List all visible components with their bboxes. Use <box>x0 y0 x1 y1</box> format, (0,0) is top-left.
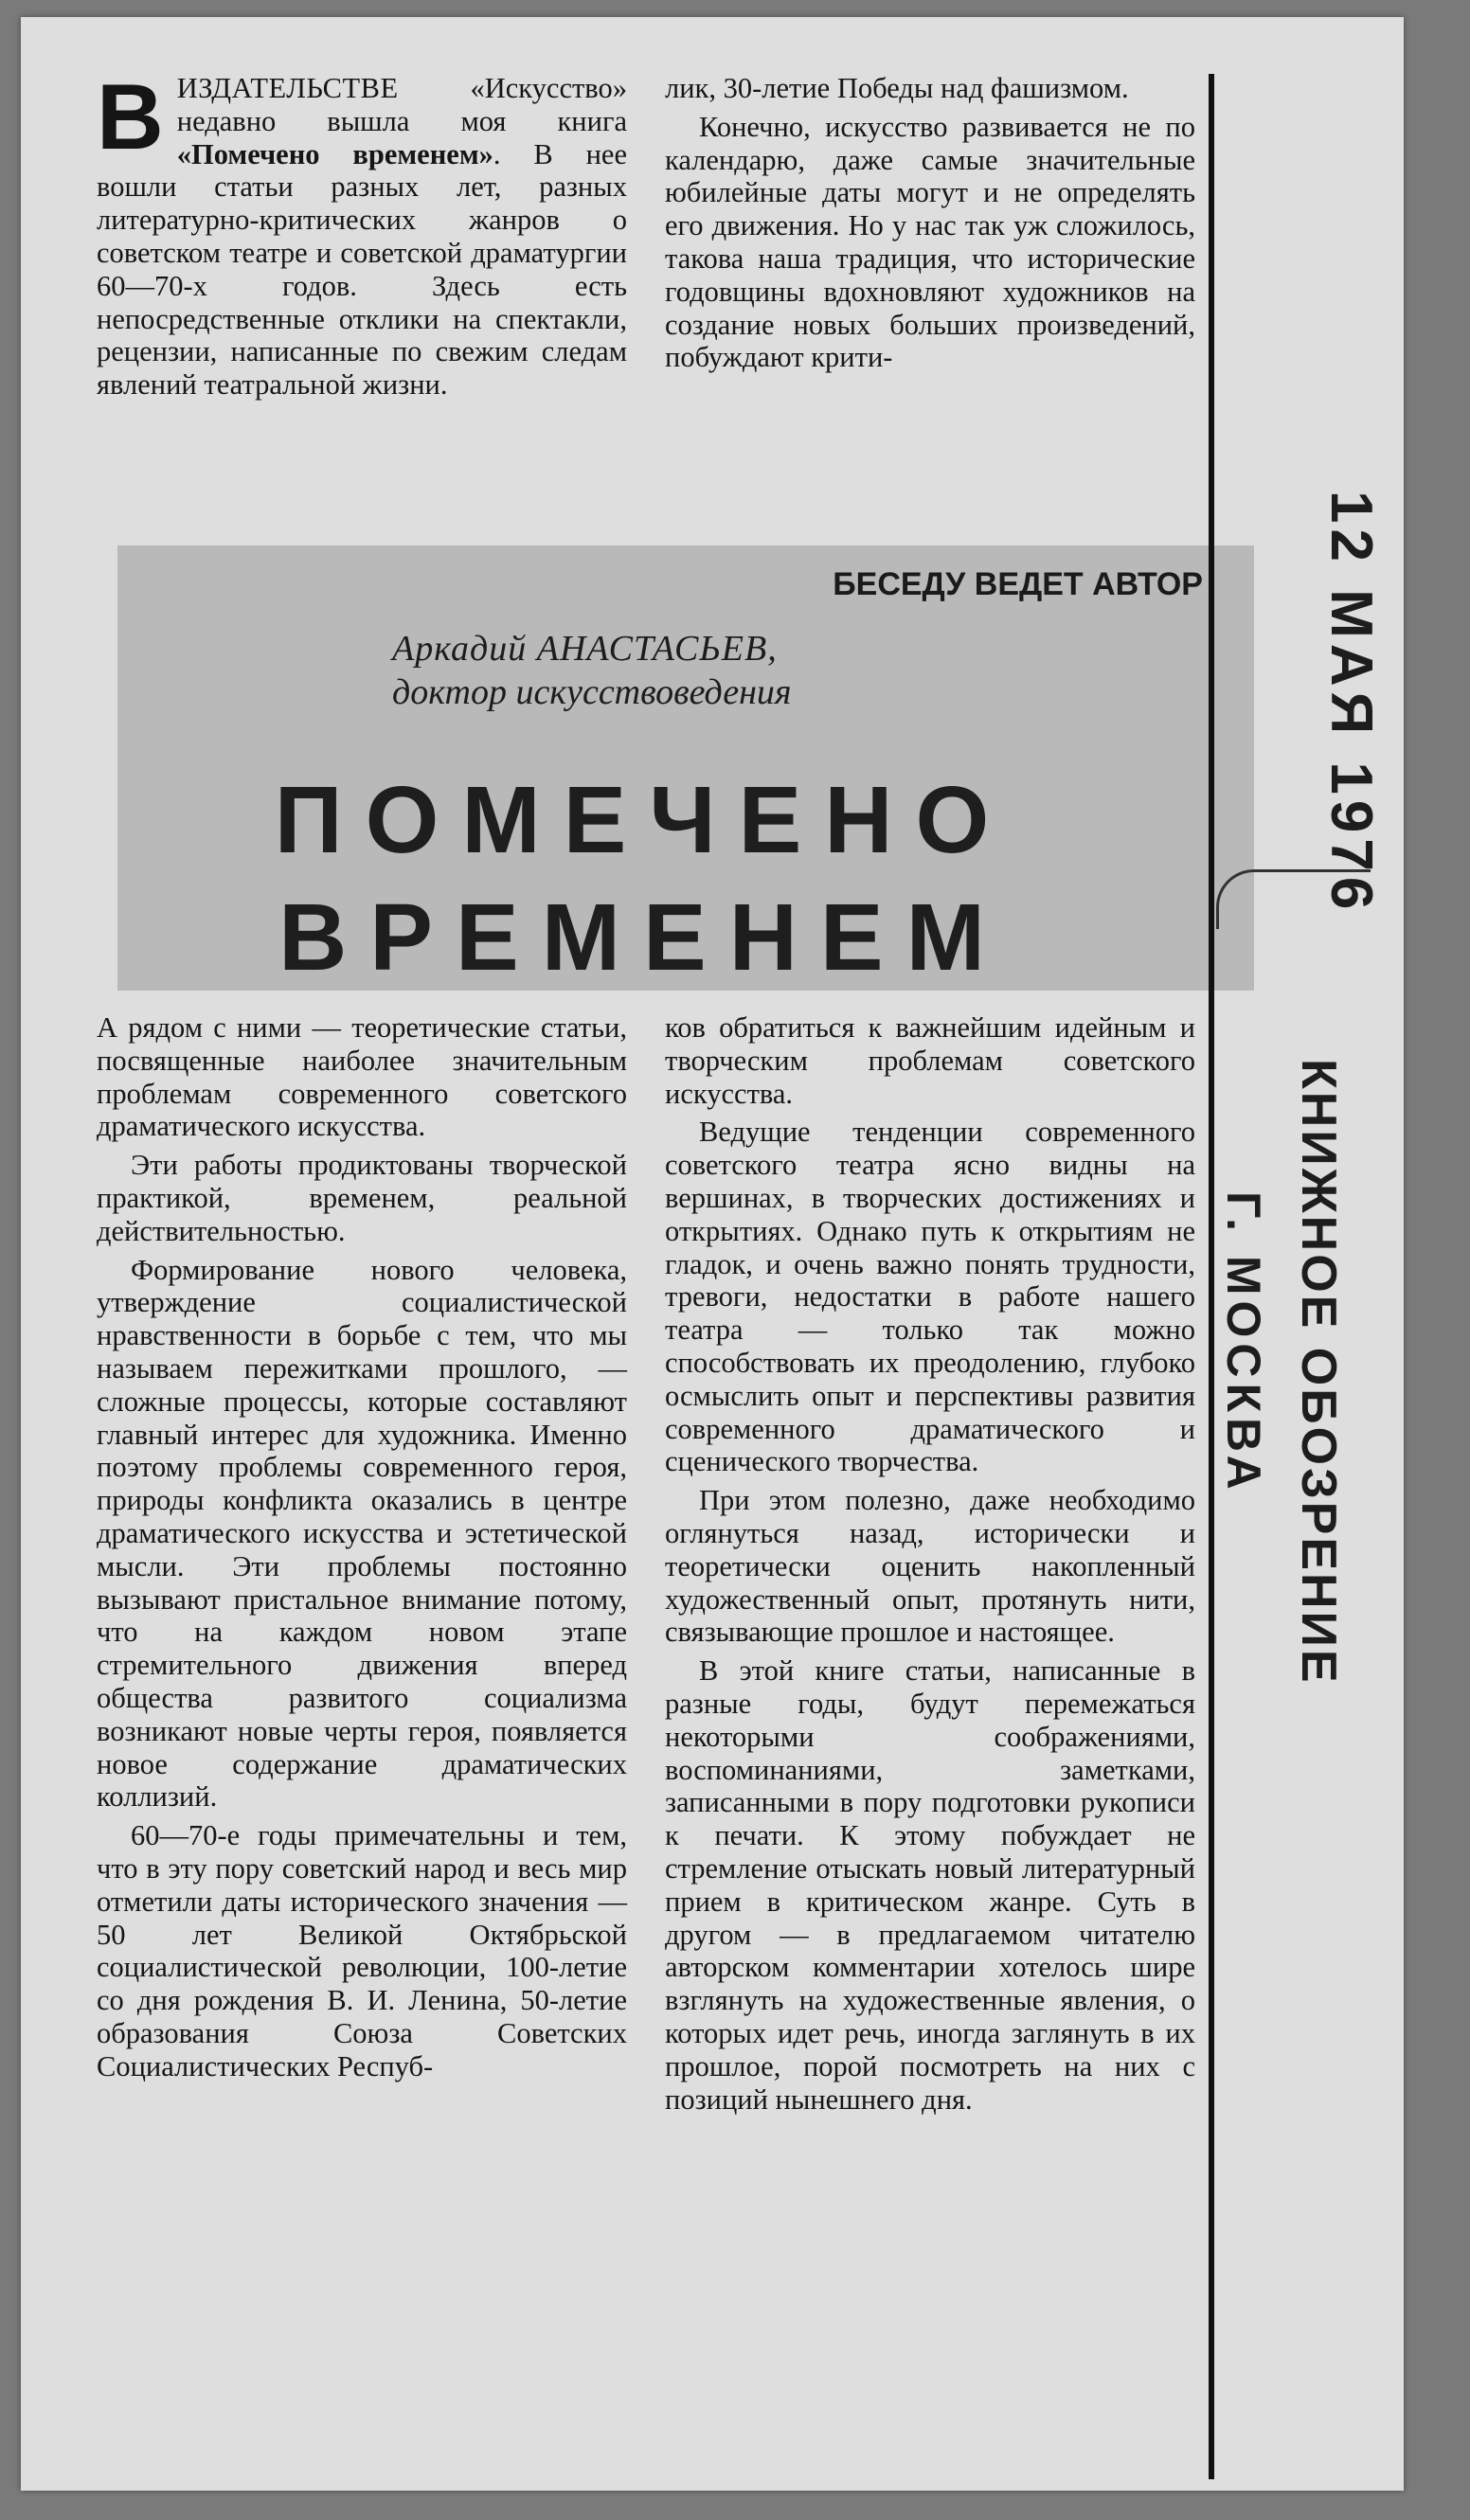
author-title: доктор искусствоведения <box>392 672 792 712</box>
paragraph: Ведущие тенденции современного советского театра ясно видны на вершинах, в творческих достижениях и открытиях. Однако путь к открытиям не гладок, и очень важно понять трудности, тревоги, недостатки в работе нашего театра — только так можно способствовать их преодолению, глубоко осмыслить опыт и перспективы развития современного драматического и сценического творчества. <box>665 1116 1195 1478</box>
paragraph: 60—70-е годы примечательны и тем, что в эту пору советский народ и весь мир отметили даты исторического значения — 50 лет Великой Октябрьской социалистической революции, 100-летие со дня рождения В. И. Ленина, 50-летие образования Союза Советских Социалистических Респуб- <box>97 1819 627 2082</box>
paragraph: Конечно, искусство развивается не по календарю, даже самые значительные юбилейные даты могут и не определять его движения. Но у нас так уж сложилось, такова наша традиция, что исторические годовщины вдохновляют художников на создание новых больших произведений, побуждают крити- <box>665 110 1195 374</box>
publication-stamp: КНИЖНОЕ ОБОЗРЕНИЕ <box>1291 1059 1346 1686</box>
paragraph: При этом полезно, даже необходимо оглянуться назад, исторически и теоретически оценить накопленный художественный опыт, протянуть нити, связывающие прошлое и настоящее. <box>665 1484 1195 1649</box>
bottom-left-column <box>97 1011 627 2083</box>
book-title: «Помечено временем» <box>176 137 493 170</box>
author-name: Аркадий АНАСТАСЬЕВ, <box>392 629 778 669</box>
paragraph: ков обратиться к важнейшим идейным и творческим проблемам советского искусства. <box>665 1011 1195 1110</box>
intro-column <box>97 64 627 402</box>
headline-line-2: ВРЕМЕНЕМ <box>278 885 1008 991</box>
date-stamp: 12 МАЯ 1976 <box>1318 491 1384 916</box>
byline <box>392 627 792 714</box>
headline <box>117 761 1169 996</box>
intro-text-1: «Искусство» недавно вышла моя книга <box>176 72 627 137</box>
title-banner <box>117 545 1254 991</box>
headline-line-1: ПОМЕЧЕНО <box>274 767 1013 873</box>
intro-text-2: . В нее вошли статьи разных лет, разных литературно-критических жанров о советском театре и советской драматургии 60—70-х годов. Здесь есть непосредственные отклики на спектакли, рецензии, написанные по свежим следам явлений театральной жизни. <box>97 137 627 402</box>
column-rule <box>1209 74 1214 2479</box>
paragraph: А рядом с ними — теоретические статьи, посвященные наиболее значительным проблемам современного советского драматического искусства. <box>97 1011 627 1143</box>
paragraph: В этой книге статьи, написанные в разные годы, будут перемежаться некоторыми соображениями, воспоминаниями, заметками, записанными в пору подготовки рукописи к печати. К этому побуждает не стремление отыскать новый литературный прием в критическом жанре. Суть в другом — в предлагаемом читателю авторском комментарии хотелось шире взглянуть на художественные явления, о которых идет речь, иногда заглянуть в их прошлое, порой посмотреть на них с позиций нынешнего дня. <box>665 1654 1195 2116</box>
drop-cap: В <box>97 64 164 169</box>
kicker: БЕСЕДУ ВЕДЕТ АВТОР <box>833 566 1203 602</box>
intro-paragraph <box>97 64 627 402</box>
bottom-right-column <box>665 1011 1195 2116</box>
paragraph: Эти работы продиктованы творческой практикой, временем, реальной действительностью. <box>97 1149 627 1247</box>
lead-caps: ИЗДАТЕЛЬСТВЕ <box>176 72 399 104</box>
top-right-column <box>665 72 1195 374</box>
newspaper-clipping <box>21 17 1404 2491</box>
paragraph: Формирование нового человека, утверждение социалистической нравственности в борьбе с тем, что мы называем пережитками прошлого, — сложные процессы, которые составляют главный интерес для художника. Именно поэтому проблемы современного героя, природы конфликта оказались в центре драматического искусства и эстетической мысли. Эти проблемы постоянно вызывают пристальное внимание потому, что на каждом новом этапе стремительного движения вперед общества развитого социализма возникают новые черты героя, появляется новое содержание драматических коллизий. <box>97 1253 627 1814</box>
paragraph: лик, 30-летие Победы над фашизмом. <box>665 72 1129 104</box>
city-stamp: Г. МОСКВА <box>1217 1191 1270 1495</box>
article <box>97 53 1203 2487</box>
